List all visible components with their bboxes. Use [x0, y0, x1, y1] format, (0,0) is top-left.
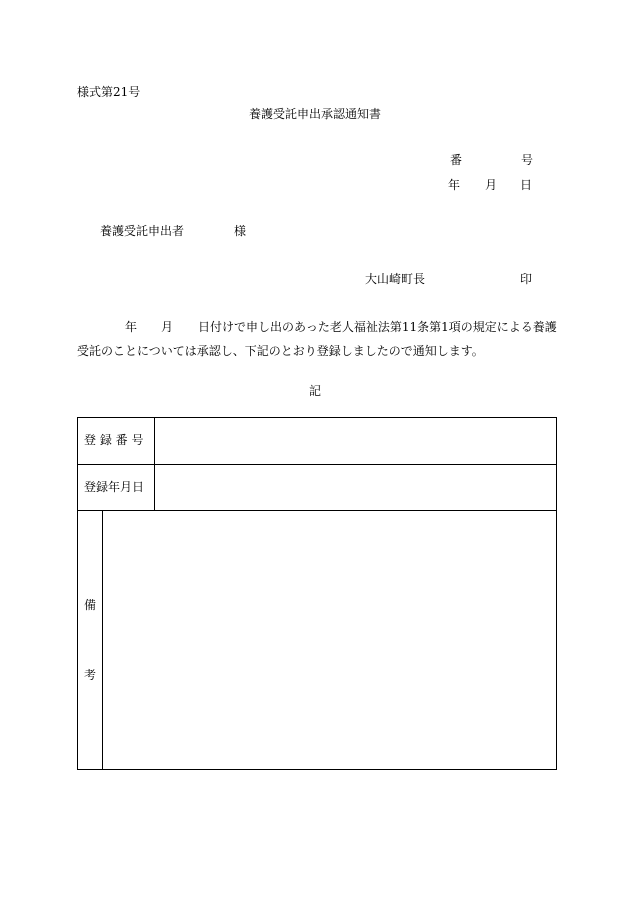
document-number-label: 番 [450, 153, 463, 167]
remarks-label-char1: 備 [84, 598, 97, 612]
registration-number-field[interactable] [155, 418, 556, 464]
registration-date-field[interactable] [155, 465, 556, 510]
ki-heading: 記 [308, 384, 321, 398]
sender-name: 大山崎町長 [365, 272, 426, 286]
body-year-label: 年 [125, 320, 138, 334]
document-title: 養護受託申出承認通知書 [248, 107, 381, 121]
seal-mark: 印 [520, 272, 533, 286]
registration-date-label: 登録年月日 [84, 480, 145, 494]
date-month-label: 月 [485, 178, 498, 192]
date-year-label: 年 [448, 178, 461, 192]
document-number-suffix: 号 [521, 153, 534, 167]
registration-number-label: 登 録 番 号 [84, 433, 144, 447]
remarks-label-char2: 考 [84, 668, 97, 682]
addressee-label: 養護受託申出者 [100, 224, 185, 238]
addressee-honorific: 様 [234, 224, 247, 238]
body-text-line1: 日付けで申し出のあった老人福祉法第11条第1項の規定による養護 [198, 320, 557, 334]
record-table [77, 417, 557, 770]
body-month-label: 月 [161, 320, 174, 334]
form-number: 様式第21号 [77, 85, 141, 99]
remarks-field[interactable] [103, 511, 556, 769]
date-day-label: 日 [520, 178, 533, 192]
body-text-line2: 受託のことについては承認し、下記のとおり登録しましたので通知します。 [77, 344, 484, 358]
